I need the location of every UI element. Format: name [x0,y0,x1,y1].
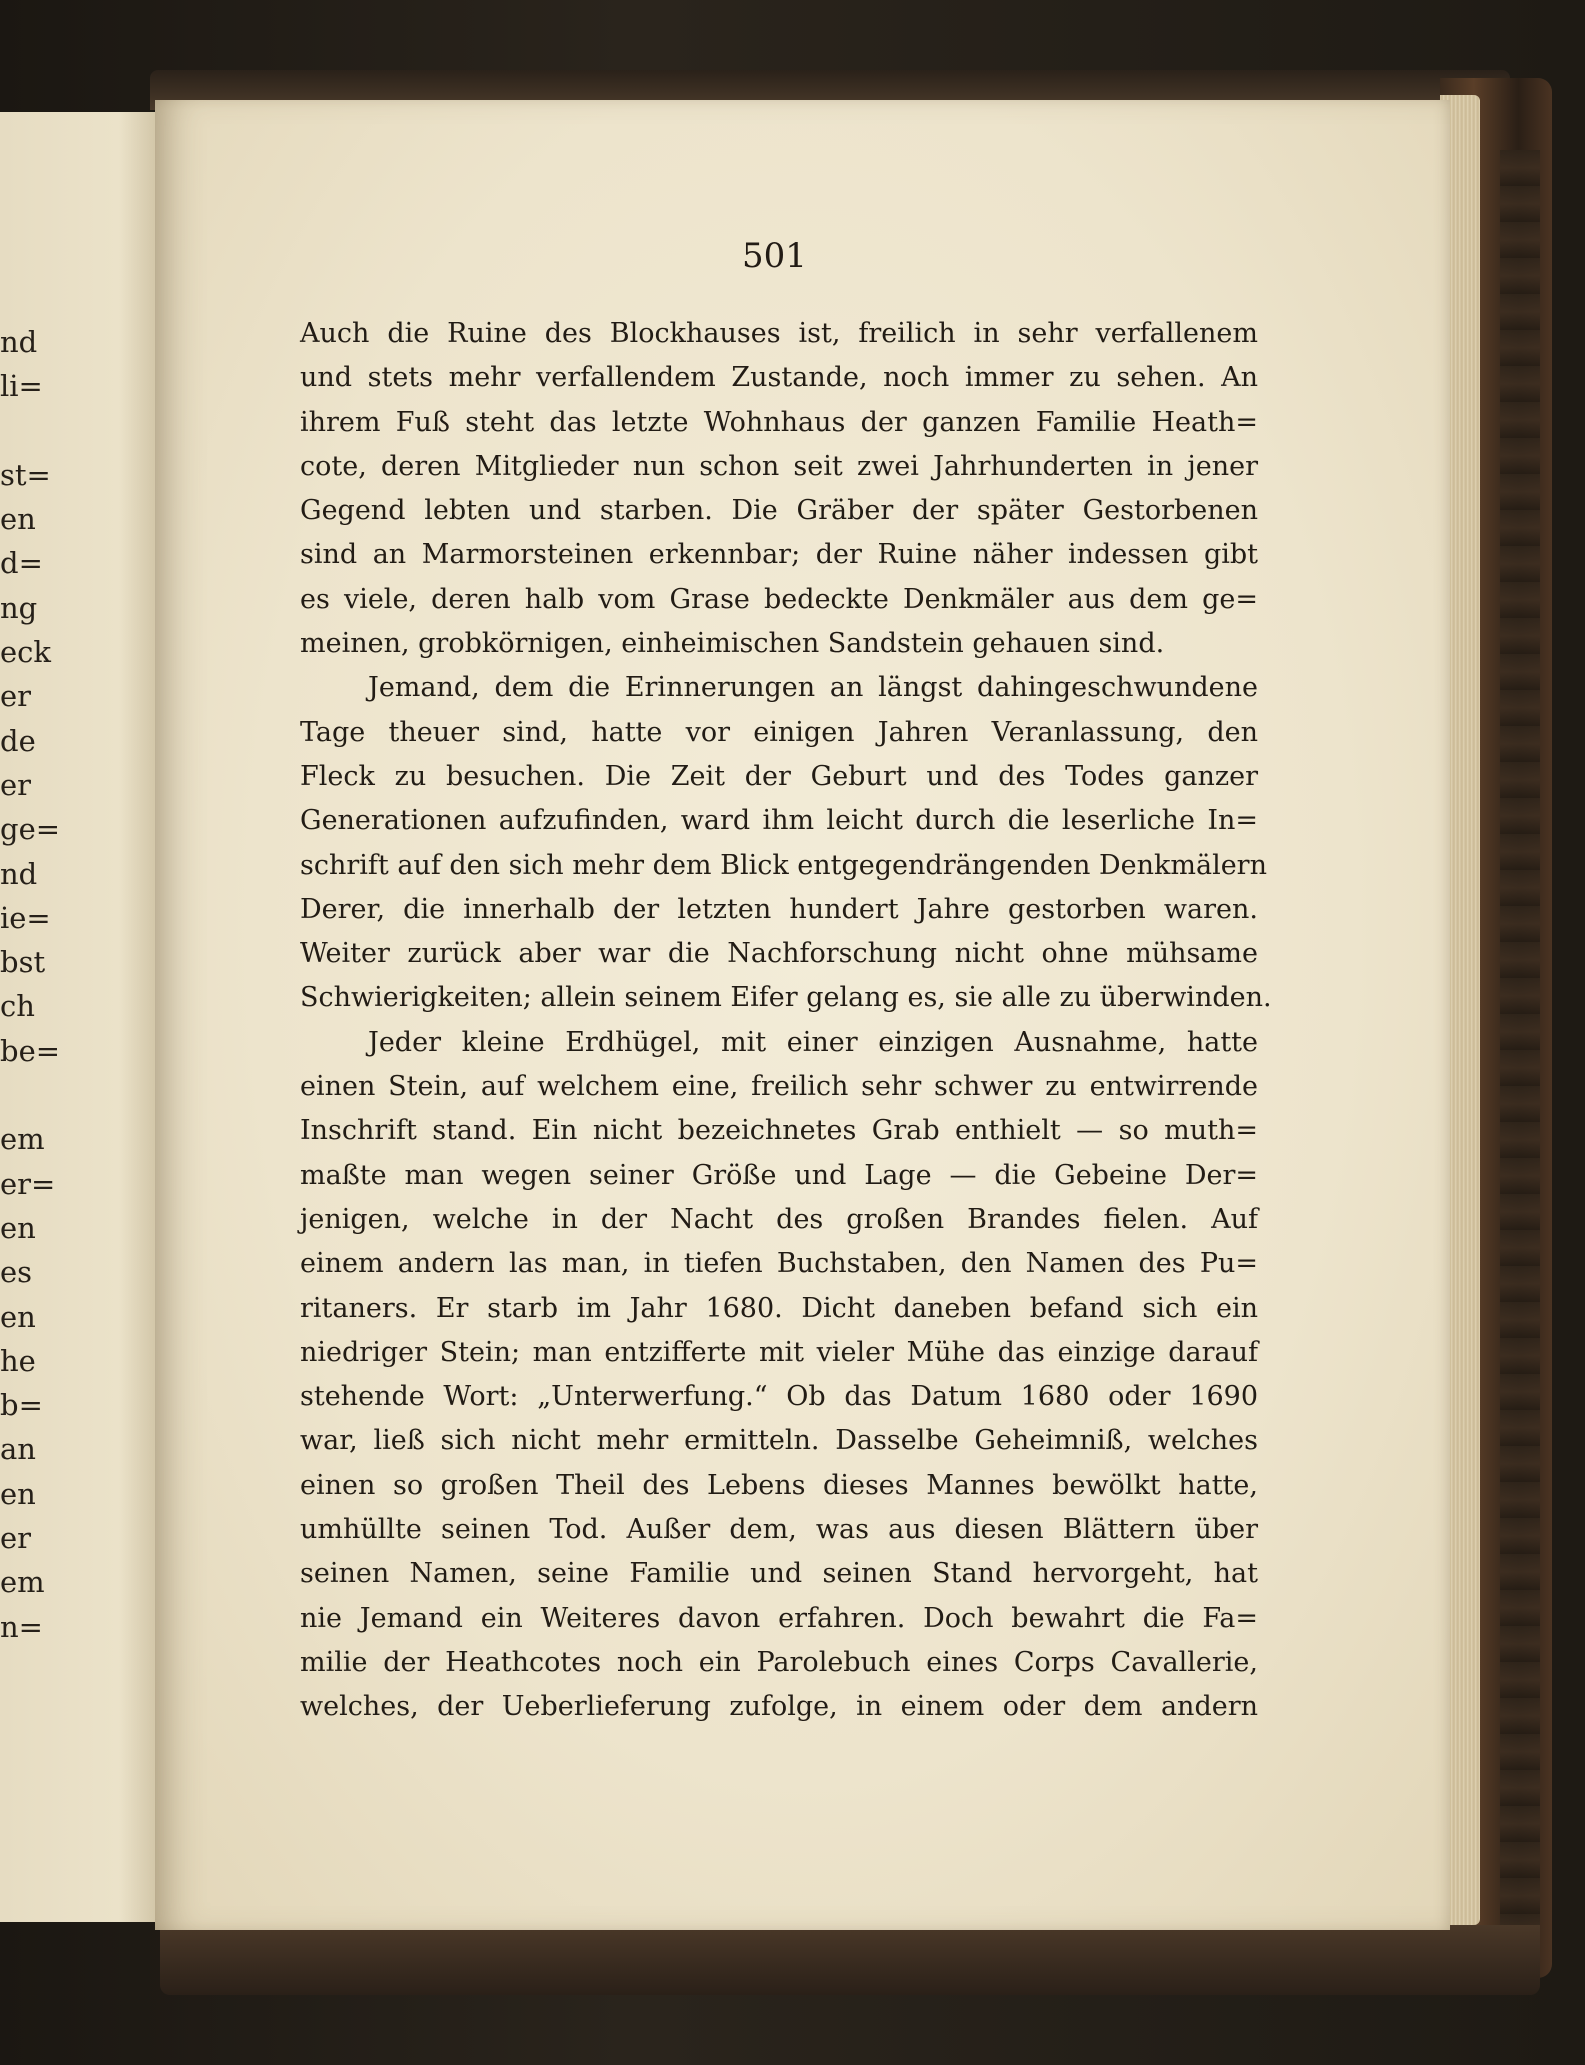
text-line: Fleck zu besuchen. Die Zeit der Geburt und des Todes ganzer [300,760,1258,792]
text-line: ihrem Fuß steht das letzte Wohnhaus der ganzen Familie Heath= [300,406,1258,438]
left-fragment: em [0,1565,45,1600]
left-fragment: bst [0,945,46,980]
text-line: stehende Wort: „Unterwerfung.“ Ob das Datum 1680 oder 1690 [300,1381,1258,1413]
left-fragment: em [0,1122,45,1157]
left-fragment: li= [0,369,43,404]
left-fragment: de [0,723,36,758]
left-fragment: ch [0,989,35,1024]
text-line: Tage theuer sind, hatte vor einigen Jahren Veranlassung, den [300,716,1258,748]
text-line: Inschrift stand. Ein nicht bezeichnetes Grab enthielt — so muth= [300,1115,1258,1147]
left-fragment [0,1073,40,1117]
left-fragment: nd [0,856,38,891]
left-fragment: ie= [0,900,51,935]
text-line: Gegend lebten und starben. Die Gräber der später Gestorbenen [300,495,1258,527]
paragraph [300,1021,1258,1730]
text-line: einen Stein, auf welchem eine, freilich sehr schwer zu entwirrende [300,1071,1258,1103]
text-line: niedriger Stein; man entzifferte mit vieler Mühe das einzige darauf [300,1336,1258,1368]
left-fragment: er [0,679,32,714]
text-line: Jemand, dem die Erinnerungen an längst dahingeschwundene [368,672,1258,704]
text-line: welches, der Ueberlieferung zufolge, in einem oder dem andern [300,1691,1258,1723]
page-text [300,312,1272,1730]
left-fragment: eck [0,635,51,670]
left-fragment: be= [0,1033,61,1068]
text-line: und stets mehr verfallendem Zustande, noch immer zu sehen. An [300,362,1258,394]
left-fragment: d= [0,546,43,581]
left-fragment: ge= [0,812,61,847]
left-fragment: ng [0,590,38,625]
text-line: schrift auf den sich mehr dem Blick entgegendrängenden Denkmälern [300,849,1267,881]
text-line: Schwierigkeiten; allein seinem Eifer gelang es, sie alle zu überwinden. [300,982,1272,1014]
left-fragment: he [0,1343,36,1378]
text-line: umhüllte seinen Tod. Außer dem, was aus diesen Blättern über [300,1514,1258,1546]
paragraph [300,312,1258,666]
text-line: Derer, die innerhalb der letzten hundert Jahre gestorben waren. [300,893,1258,925]
text-line: milie der Heathcotes noch ein Parolebuch eines Corps Cavallerie, [300,1646,1258,1678]
left-fragment: b= [0,1388,43,1423]
left-fragment: n= [0,1609,43,1644]
left-fragment: en [0,1210,36,1245]
text-line: ritaners. Er starb im Jahr 1680. Dicht daneben befand sich ein [300,1292,1258,1324]
left-fragment: en [0,1299,36,1334]
left-fragment: er= [0,1166,56,1201]
left-fragment: nd [0,325,38,359]
left-fragment: en [0,502,36,537]
left-fragment: st= [0,457,51,492]
left-fragment: er [0,1521,32,1556]
text-line: einem andern las man, in tiefen Buchstaben, den Namen des Pu= [300,1248,1258,1280]
text-line: seinen Namen, seine Familie und seinen Stand hervorgeht, hat [300,1558,1258,1590]
text-line: Auch die Ruine des Blockhauses ist, freilich in sehr verfallenem [300,318,1258,349]
left-fragment: er [0,767,32,802]
text-line: maßte man wegen seiner Größe und Lage — die Gebeine Der= [300,1159,1258,1191]
text-line: jenigen, welche in der Nacht des großen Brandes fielen. Auf [300,1203,1258,1235]
left-page-text-fragments [0,320,61,1649]
text-line: Weiter zurück aber war die Nachforschung nicht ohne mühsame [300,938,1258,970]
left-fragment [0,409,40,453]
text-line: Jeder kleine Erdhügel, mit einer einzigen Ausnahme, hatte [368,1026,1258,1058]
text-line: meinen, grobkörnigen, einheimischen Sandstein gehauen sind. [300,628,1165,660]
book-cover-texture [1500,150,1540,1950]
text-line: einen so großen Theil des Lebens dieses Mannes bewölkt hatte, [300,1469,1258,1501]
text-line: sind an Marmorsteinen erkennbar; der Ruine näher indessen gibt [300,539,1258,571]
book-cover-bottom [160,1925,1540,1995]
text-line: nie Jemand ein Weiteres davon erfahren. Doch bewahrt die Fa= [300,1602,1258,1634]
text-line: war, ließ sich nicht mehr ermitteln. Dasselbe Geheimniß, welches [300,1425,1258,1457]
left-fragment: es [0,1255,33,1290]
page-number: 501 [742,236,807,276]
text-line: cote, deren Mitglieder nun schon seit zwei Jahrhunderten in jener [300,450,1258,482]
left-fragment: en [0,1476,36,1511]
text-line: es viele, deren halb vom Grase bedeckte Denkmäler aus dem ge= [300,583,1258,615]
left-fragment: an [0,1432,36,1467]
text-line: Generationen aufzufinden, ward ihm leicht durch die leserliche In= [300,805,1258,837]
paragraph [300,666,1272,1020]
